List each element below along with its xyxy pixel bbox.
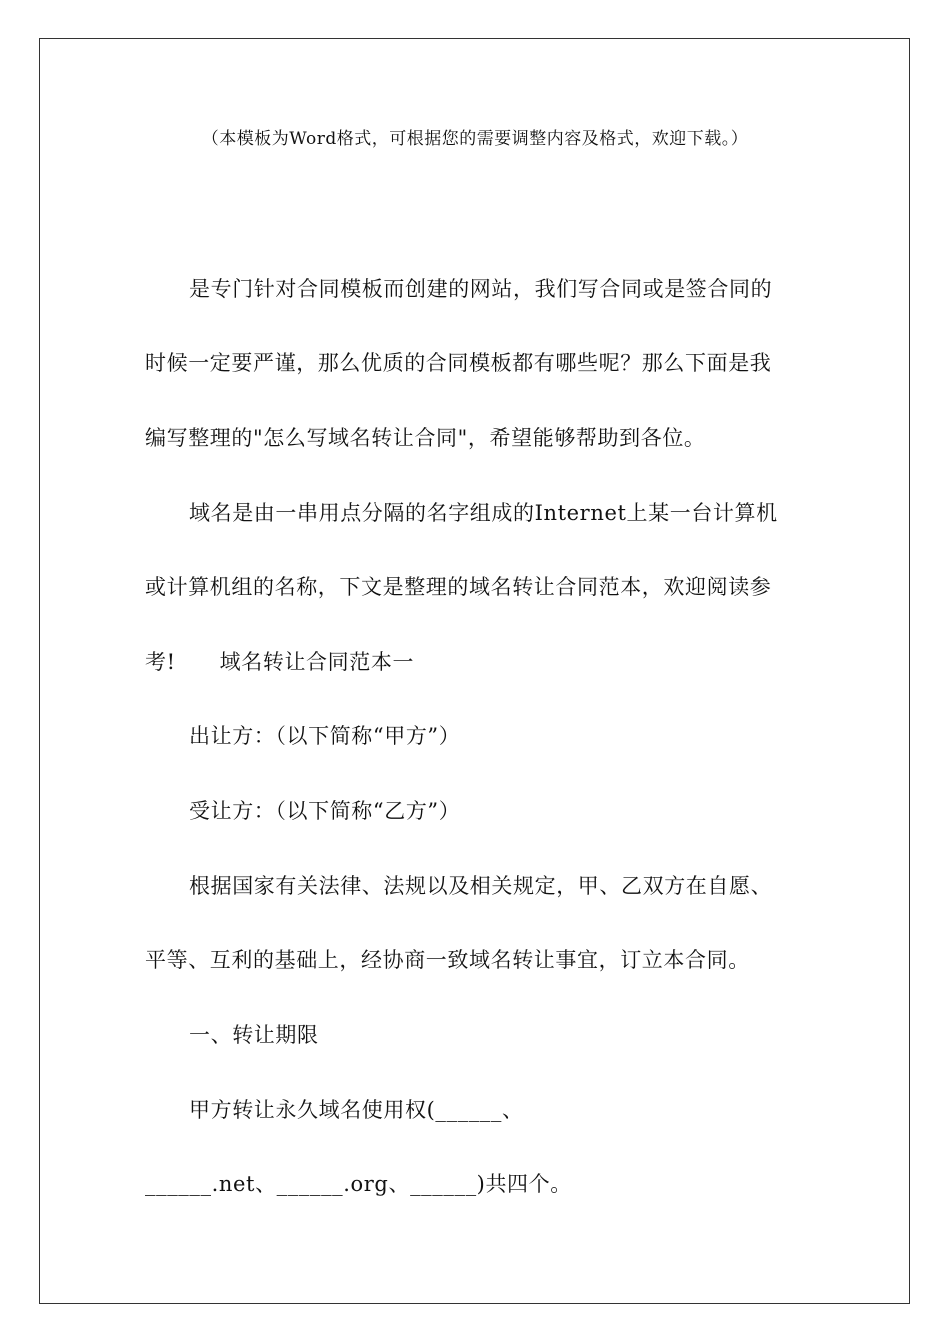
intro-line-1: 是专门针对合同模板而创建的网站，我们写合同或是签合同的 (189, 277, 773, 301)
basis-line-2: 平等、互利的基础上，经协商一致域名转让事宜，订立本合同。 (145, 948, 750, 972)
transferor-line: 出让方：（以下简称“甲方”） (189, 724, 461, 748)
section-1-title: 一、转让期限 (189, 1023, 319, 1047)
template-note: （本模板为Word格式，可根据您的需要调整内容及格式，欢迎下载。） (201, 129, 749, 149)
domain-definition-line-2: 或计算机组的名称，下文是整理的域名转让合同范本，欢迎阅读参 (145, 575, 772, 599)
transferee-line: 受让方：（以下简称“乙方”） (189, 799, 461, 823)
section-1-body-line-1: 甲方转让永久域名使用权(______、 (189, 1098, 524, 1122)
closing-text: 考! (145, 650, 176, 674)
domain-definition-line-1: 域名是由一串用点分隔的名字组成的Internet上某一台计算机 (189, 501, 778, 525)
basis-line-1: 根据国家有关法律、法规以及相关规定，甲、乙双方在自愿、 (189, 874, 773, 898)
domain-definition-line-3 (145, 647, 414, 677)
intro-line-3: 编写整理的"怎么写域名转让合同"，希望能够帮助到各位。 (145, 426, 706, 450)
section-1-body-line-2: ______.net、______.org、______)共四个。 (145, 1172, 572, 1196)
contract-title: 域名转让合同范本一 (219, 650, 415, 674)
intro-line-2: 时候一定要严谨，那么优质的合同模板都有哪些呢？那么下面是我 (145, 351, 772, 375)
